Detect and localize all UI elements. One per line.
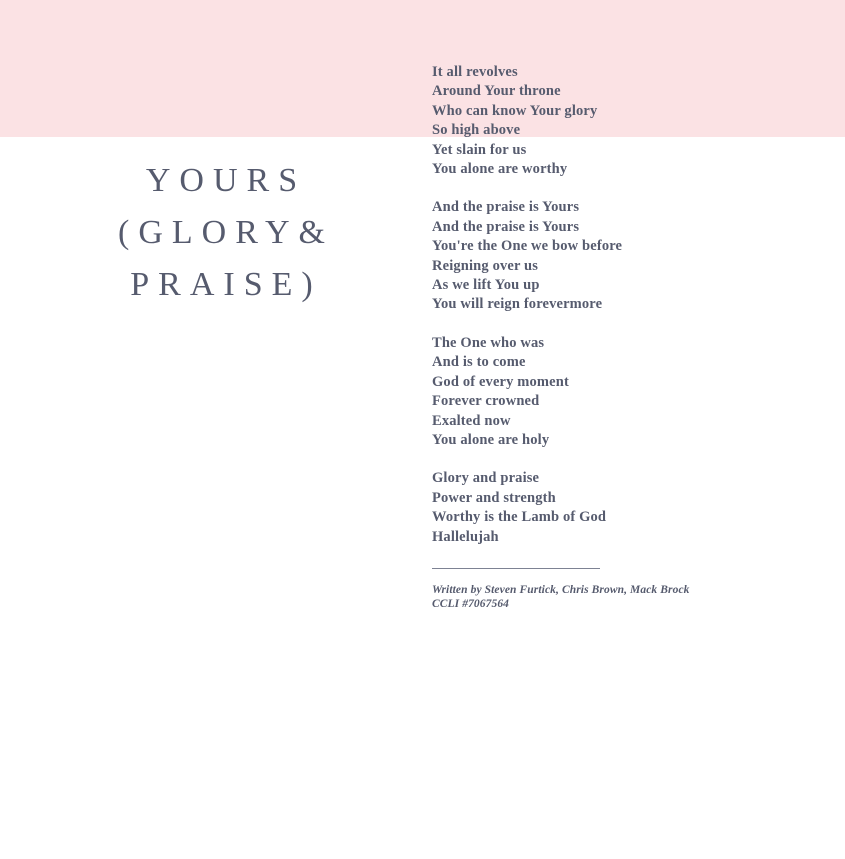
page-title bbox=[40, 155, 412, 311]
song-title-line-3: PRAISE) bbox=[130, 266, 322, 303]
lyric-line: Glory and praise bbox=[432, 470, 540, 487]
lyric-stanza bbox=[432, 469, 792, 547]
credits-divider bbox=[432, 568, 600, 569]
lyric-line: Forever crowned bbox=[432, 393, 540, 410]
song-title-line-1: YOURS bbox=[145, 162, 307, 199]
lyric-line: You alone are holy bbox=[432, 431, 550, 448]
lyric-line: You will reign forevermore bbox=[432, 296, 603, 313]
lyric-line: Hallelujah bbox=[432, 528, 499, 545]
credits-writers: Written by Steven Furtick, Chris Brown, Mack Brock bbox=[432, 583, 690, 596]
lyric-line: As we lift You up bbox=[432, 277, 540, 294]
lyric-line: So high above bbox=[432, 122, 521, 139]
lyric-line: Yet slain for us bbox=[432, 141, 527, 158]
song-title-line-2: (GLORY& bbox=[118, 214, 334, 251]
lyric-line: And is to come bbox=[432, 354, 526, 371]
lyric-line: Power and strength bbox=[432, 489, 556, 506]
lyric-line: Worthy is the Lamb of God bbox=[432, 509, 607, 526]
lyric-line: The One who was bbox=[432, 334, 545, 351]
lyric-line: Who can know Your glory bbox=[432, 102, 598, 119]
credits-ccli-number: CCLI #7067564 bbox=[432, 598, 510, 611]
lyrics-block bbox=[432, 63, 792, 612]
lyric-stanza bbox=[432, 63, 792, 179]
lyric-stanza bbox=[432, 198, 792, 314]
song-title-block bbox=[40, 155, 412, 311]
lyric-line: Around Your throne bbox=[432, 83, 561, 100]
lyric-line: God of every moment bbox=[432, 373, 569, 390]
lyric-line: Reigning over us bbox=[432, 257, 539, 274]
lyric-stanza bbox=[432, 334, 792, 450]
lyric-line: You're the One we bow before bbox=[432, 238, 623, 255]
lyric-line: You alone are worthy bbox=[432, 161, 568, 178]
lyric-line: It all revolves bbox=[432, 64, 518, 80]
lyric-line: And the praise is Yours bbox=[432, 218, 580, 235]
lyric-line: And the praise is Yours bbox=[432, 199, 580, 216]
lyric-line: Exalted now bbox=[432, 412, 511, 429]
